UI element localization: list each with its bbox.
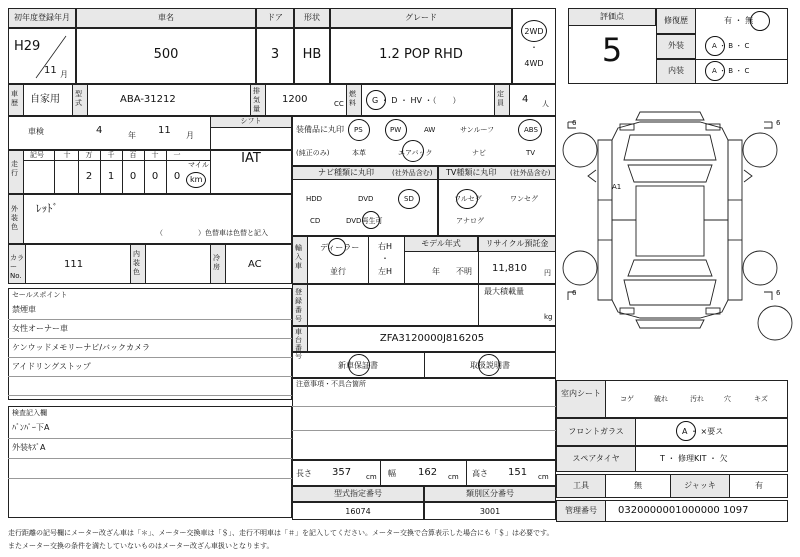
warranty-label: 新車保証書 <box>338 361 378 370</box>
equipment-item: AW <box>424 126 436 134</box>
model-year-unknown: 不明 <box>456 267 472 276</box>
shape-label: 形状 <box>304 13 320 22</box>
shift: IAT <box>241 151 261 166</box>
digit-header: 十 <box>151 151 159 159</box>
ac-label: 冷房 <box>213 254 220 271</box>
doors: 3 <box>270 47 280 62</box>
navi-item: DVD再生可 <box>346 217 383 225</box>
registration-label: 登録番号 <box>295 288 302 323</box>
sales-point-text: ケンウッドメモリーナビ/バックカメラ <box>12 343 151 352</box>
color-no-label: カラーNo. <box>10 254 24 280</box>
car-name-label: 車名 <box>158 13 174 22</box>
trunk <box>624 280 716 305</box>
cc-unit: CC <box>334 100 344 108</box>
repaint-note: （ ）色替車は色替と記入 <box>156 229 268 237</box>
fuel-options: G ・ D ・ HV ・（ ） <box>372 96 461 105</box>
interior-sheet-item: 破れ <box>654 395 668 403</box>
equipment-item: ABS <box>524 126 538 134</box>
jack-label: ジャッキ <box>684 481 716 490</box>
equipment-item: PS <box>354 126 363 134</box>
fuel-label: 燃料 <box>349 90 356 107</box>
recycle-unit: 円 <box>544 269 551 277</box>
digit-header: 一 <box>173 151 181 159</box>
color-no-value: 111 <box>64 259 84 270</box>
inspection-month-unit: 月 <box>186 131 194 140</box>
mileage-digit: 2 <box>85 171 93 182</box>
right-side <box>728 140 742 300</box>
navi-item: DVD <box>358 195 374 203</box>
length-unit: cm <box>366 473 377 481</box>
notes-label: 注意事項・不具合箇所 <box>296 380 366 388</box>
interior-sheet-label: 室内シート <box>561 389 601 398</box>
roof <box>636 186 704 256</box>
front-bumper <box>636 112 704 120</box>
mileage-digit: 0 <box>173 171 181 182</box>
navi-item: HDD <box>306 195 323 203</box>
equipment-item: PW <box>390 126 402 134</box>
exterior-options: A ・ B ・ C <box>712 42 750 50</box>
navi-item: CD <box>310 217 321 225</box>
sales-point-text: アイドリングストップ <box>12 362 91 371</box>
chassis-label: 車台番号 <box>295 328 302 360</box>
sales-points-label: セールスポイント <box>12 291 68 299</box>
repair-options: 有 ・ 無 <box>724 16 754 25</box>
height: 151 <box>508 467 528 478</box>
mileage-label: 走行 <box>11 160 18 177</box>
length-label: 長さ <box>296 469 312 478</box>
max-load-label: 最大積載量 <box>484 287 524 296</box>
displacement: 1200 <box>282 94 308 105</box>
footer-line2: またメーター交換の条件を満たしていないものはメーター改ざん車扱いとなります。 <box>8 542 274 550</box>
class-no-label: 類別区分番号 <box>466 489 514 498</box>
equipment-item: ナビ <box>472 149 486 157</box>
inspector-notes-label: 検査記入欄 <box>12 409 47 417</box>
equipment-item: エアバック <box>398 149 433 157</box>
equipment-item: サンルーフ <box>460 126 495 134</box>
equipment-item: 本革 <box>352 149 366 157</box>
unit-km: km <box>190 175 203 184</box>
interior-sheet-item: 汚れ <box>690 395 704 403</box>
tv-label: TV種類に丸印 <box>446 168 497 177</box>
wheel-rear-left <box>563 251 597 285</box>
wheel-front-right <box>743 133 777 167</box>
digit-header: 万 <box>85 151 93 159</box>
left-side <box>598 140 612 300</box>
jack-value: 有 <box>755 481 763 490</box>
navi-label: ナビ種類に丸印 <box>318 168 374 177</box>
exterior-label: 外装 <box>668 41 684 50</box>
car-name: 500 <box>153 47 179 62</box>
dealer: ディーラー <box>320 243 360 252</box>
bracket-label: 6 <box>572 289 577 297</box>
bracket-label: 6 <box>776 119 781 127</box>
management-label: 管理番号 <box>565 506 597 515</box>
mileage-digit: 0 <box>129 171 137 182</box>
tv-sub: (社外品含む) <box>510 169 551 177</box>
displacement-label: 排気量 <box>253 87 260 113</box>
height-unit: cm <box>538 473 549 481</box>
height-label: 高さ <box>472 469 488 478</box>
mileage-digit: 1 <box>107 171 115 182</box>
inspection-year-unit: 年 <box>128 131 136 140</box>
ac: AC <box>248 259 262 270</box>
interior-label: 内装 <box>668 66 684 75</box>
type-no-value: 16074 <box>345 507 371 516</box>
repair-label: 修復歴 <box>664 16 688 25</box>
drive-4wd: 4WD <box>524 59 544 68</box>
rear-bumper <box>636 320 704 328</box>
equipment-label: 装備品に丸印 <box>296 125 344 134</box>
doors-label: ドア <box>267 13 283 22</box>
interior-sheet-item: 穴 <box>724 395 731 403</box>
windshield <box>628 165 712 182</box>
mirror-left <box>588 170 596 182</box>
inspection-month: 11 <box>158 125 171 136</box>
wheel-rear-right <box>743 251 777 285</box>
width-unit: cm <box>448 473 459 481</box>
capacity-label: 定員 <box>497 90 504 107</box>
equipment-sub: (純正のみ) <box>296 149 330 157</box>
person-unit: 人 <box>542 100 549 108</box>
ext-color-label: 外装色 <box>11 205 18 231</box>
rating-label: 評価点 <box>600 12 624 21</box>
reg-year-label: 初年度登録年月 <box>14 13 70 22</box>
unit-mile: マイル <box>188 161 209 169</box>
import-dot: ・ <box>381 254 389 263</box>
tv-item: アナログ <box>456 217 484 225</box>
usage-label: 車歴 <box>11 90 18 107</box>
width: 162 <box>418 467 438 478</box>
footer-line1: 走行距離の記号欄にメーター改ざん車は「＊」、メーター交換車は「＄」、走行不明車は「＃」を記入してください。メーター交換で合算表示した場合にも「＄」は必要です。 <box>8 529 554 537</box>
model-year-label: モデル年式 <box>421 239 461 248</box>
digit-header: 百 <box>129 151 137 159</box>
drive-2wd: 2WD <box>524 27 544 36</box>
ext-color-value: ﾚｯﾄﾞ <box>36 202 58 215</box>
tv-item: フルセグ <box>454 195 482 203</box>
type-label: 型式 <box>75 90 82 107</box>
spare-wheel <box>758 306 792 340</box>
shift-label: シフト <box>240 117 262 125</box>
inspector-note-text: 外装ｷｽﾞA <box>12 443 46 452</box>
parallel: 並行 <box>330 267 346 276</box>
interior-color-label: 内装色 <box>133 250 140 276</box>
import-label: 輸入車 <box>295 244 302 270</box>
model-year-unit: 年 <box>432 267 440 276</box>
management-value: 0320000001000000 1097 <box>618 505 749 516</box>
windshield-a-circle <box>676 421 696 441</box>
bracket-label: 6 <box>776 289 781 297</box>
tools-label: 工具 <box>573 481 589 490</box>
body-shape: HB <box>302 47 322 62</box>
windshield-label: フロントガラス <box>568 427 624 436</box>
bracket-label: 6 <box>572 119 577 127</box>
mileage-digit: 0 <box>151 171 159 182</box>
recycle-value: 11,810 <box>492 263 527 274</box>
width-label: 幅 <box>388 469 396 478</box>
class-no-value: 3001 <box>479 507 501 516</box>
navi-item: SD <box>404 195 414 203</box>
digit-header: 千 <box>107 151 115 159</box>
rear-glass <box>628 260 712 276</box>
hood <box>624 135 716 160</box>
navi-sub: (社外品含む) <box>392 169 433 177</box>
reg-month-unit: 月 <box>60 70 68 79</box>
equipment-item: TV <box>526 149 536 157</box>
wheel-front-left <box>563 133 597 167</box>
interior-sheet-label-cell <box>556 380 606 418</box>
damage-marker-a1: A1 <box>612 183 622 191</box>
interior-sheet-item: キズ <box>754 395 768 403</box>
spare-label: スペアタイヤ <box>572 454 620 463</box>
sales-point-text: 女性オーナー車 <box>12 324 68 333</box>
type: ABA-31212 <box>120 94 176 105</box>
mileage-mark-label: 記号 <box>30 151 44 159</box>
windshield-options: A ・ ×要ス <box>682 427 724 436</box>
length: 357 <box>332 467 352 478</box>
interior-sheet-item: コゲ <box>620 395 634 403</box>
inspector-note-text: ﾊﾞﾝﾊﾟｰ下A <box>12 423 50 432</box>
digit-header: 十 <box>63 151 71 159</box>
left-hand: 左H <box>378 267 393 276</box>
tv-item: ワンセグ <box>510 195 538 203</box>
reg-month: 11 <box>44 65 57 76</box>
inspection-year: 4 <box>96 125 103 136</box>
spare-options: T ・ 修理KIT ・ 欠 <box>660 454 728 463</box>
sales-point-text: 禁煙車 <box>12 305 36 314</box>
mirror-right <box>744 170 752 182</box>
capacity: 4 <box>522 94 529 105</box>
grade: 1.2 POP RHD <box>379 47 463 62</box>
reg-era-year: H29 <box>14 39 41 54</box>
rating-score: 5 <box>601 31 623 69</box>
right-hand: 右H <box>378 242 393 251</box>
drive-dot: ・ <box>530 43 538 52</box>
grade-label: グレード <box>405 13 437 22</box>
max-load-unit: kg <box>544 313 553 321</box>
manual-label: 取扱説明書 <box>470 361 510 370</box>
interior-options: A ・ B ・ C <box>712 67 750 75</box>
type-no-label: 型式指定番号 <box>334 489 382 498</box>
tools-value: 無 <box>634 481 642 490</box>
inspection-label: 車検 <box>28 127 44 136</box>
usage: 自家用 <box>30 94 60 105</box>
recycle-label: リサイクル預託金 <box>485 239 549 248</box>
chassis-value: ZFA3120000J816205 <box>379 333 485 344</box>
